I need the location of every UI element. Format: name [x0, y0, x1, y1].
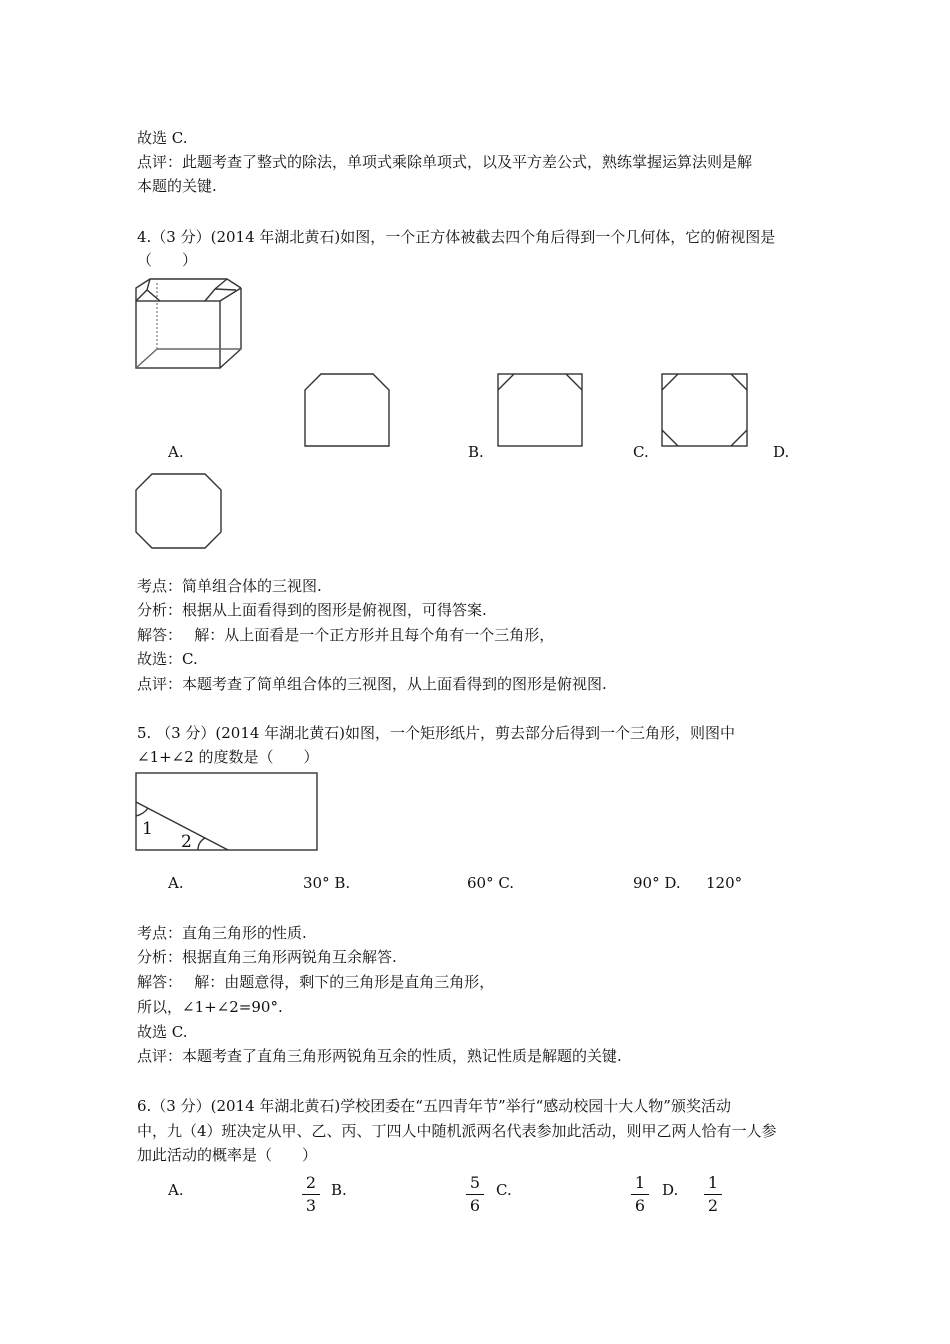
q5-option-c-value: 90° D.: [633, 874, 681, 892]
q6-option-b-fraction: [464, 1174, 486, 1215]
q6-stem-cont: 中，九（4）班决定从甲、乙、丙、丁四人中随机派两名代表参加此活动，则甲乙两人恰有一人参: [137, 1122, 777, 1140]
q6-option-d-fraction: [702, 1174, 724, 1215]
review-line: 点评：此题考查了整式的除法，单项式乘除单项式，以及平方差公式，熟练掌握运算法则是解: [137, 153, 753, 171]
q4-option-d-label: D.: [773, 443, 790, 461]
q4-jieda: 解答： 解：从上面看是一个正方形并且每个角有一个三角形，: [137, 626, 555, 644]
q4-choice: 故选：C.: [137, 650, 198, 668]
q4-kaodian: 考点：简单组合体的三视图.: [137, 577, 322, 595]
choice-line: 故选 C.: [137, 129, 188, 147]
q6-option-a-fraction: [300, 1174, 322, 1215]
fraction-numerator: 1: [707, 1173, 719, 1192]
q4-option-b-label: B.: [468, 443, 484, 461]
q6-option-c-label: C.: [496, 1181, 512, 1199]
q4-option-a-figure: [304, 373, 390, 448]
fraction-bar: [302, 1194, 320, 1195]
q4-option-a-label: A.: [168, 443, 184, 461]
q4-stem-paren: （ ）: [137, 251, 198, 269]
fraction-numerator: 2: [305, 1173, 317, 1192]
fraction-numerator: 5: [469, 1173, 481, 1192]
q4-option-d-figure: [135, 473, 223, 549]
q6-option-c-fraction: [629, 1174, 651, 1215]
q6-option-b-label: B.: [331, 1181, 347, 1199]
q5-kaodian: 考点：直角三角形的性质.: [137, 924, 307, 942]
q5-suoyi: 所以，∠1+∠2=90°.: [137, 998, 283, 1016]
review-line-cont: 本题的关键.: [137, 177, 217, 195]
fraction-denominator: 2: [707, 1196, 719, 1215]
fraction-denominator: 3: [305, 1196, 317, 1215]
fraction-bar: [704, 1194, 722, 1195]
q4-option-c-figure: [661, 373, 749, 448]
q6-option-d-label: D.: [662, 1181, 679, 1199]
q5-jieda: 解答： 解：由题意得，剩下的三角形是直角三角形，: [137, 973, 495, 991]
q4-option-b-figure: [497, 373, 583, 448]
fraction-bar: [631, 1194, 649, 1195]
q5-choice: 故选 C.: [137, 1023, 188, 1041]
fraction-numerator: 1: [634, 1173, 646, 1192]
q6-stem: 6.（3 分）(2014 年湖北黄石)学校团委在“五四青年节”举行“感动校园十大人物”颁奖活动: [137, 1097, 731, 1115]
q6-stem-end: 加此活动的概率是（ ）: [137, 1146, 318, 1164]
q5-option-d-value: 120°: [706, 874, 743, 892]
q4-review: 点评：本题考查了简单组合体的三视图，从上面看得到的图形是俯视图.: [137, 675, 607, 693]
q5-option-a-label: A.: [168, 874, 184, 892]
q4-option-c-label: C.: [633, 443, 649, 461]
q6-option-a-label: A.: [168, 1181, 184, 1199]
q5-stem-cont: ∠1+∠2 的度数是（ ）: [137, 748, 319, 766]
q5-review: 点评：本题考查了直角三角形两锐角互余的性质，熟记性质是解题的关键.: [137, 1047, 622, 1065]
q5-stem: 5. （3 分）(2014 年湖北黄石)如图，一个矩形纸片，剪去部分后得到一个三角形，则图中: [137, 724, 736, 742]
q5-angle-1-label: 1: [142, 819, 153, 839]
q4-cube-figure: [135, 278, 245, 373]
q4-fenxi: 分析：根据从上面看得到的图形是俯视图，可得答案.: [137, 601, 487, 619]
fraction-bar: [466, 1194, 484, 1195]
fraction-denominator: 6: [634, 1196, 646, 1215]
q4-stem: 4.（3 分）(2014 年湖北黄石)如图，一个正方体被截去四个角后得到一个几何体，它的俯视图是: [137, 228, 776, 246]
q5-rectangle-figure: [135, 772, 319, 852]
q5-option-b-value: 60° C.: [467, 874, 515, 892]
q5-option-a-value: 30° B.: [303, 874, 351, 892]
fraction-denominator: 6: [469, 1196, 481, 1215]
q5-angle-2-label: 2: [181, 832, 192, 852]
q5-fenxi: 分析：根据直角三角形两锐角互余解答.: [137, 948, 397, 966]
